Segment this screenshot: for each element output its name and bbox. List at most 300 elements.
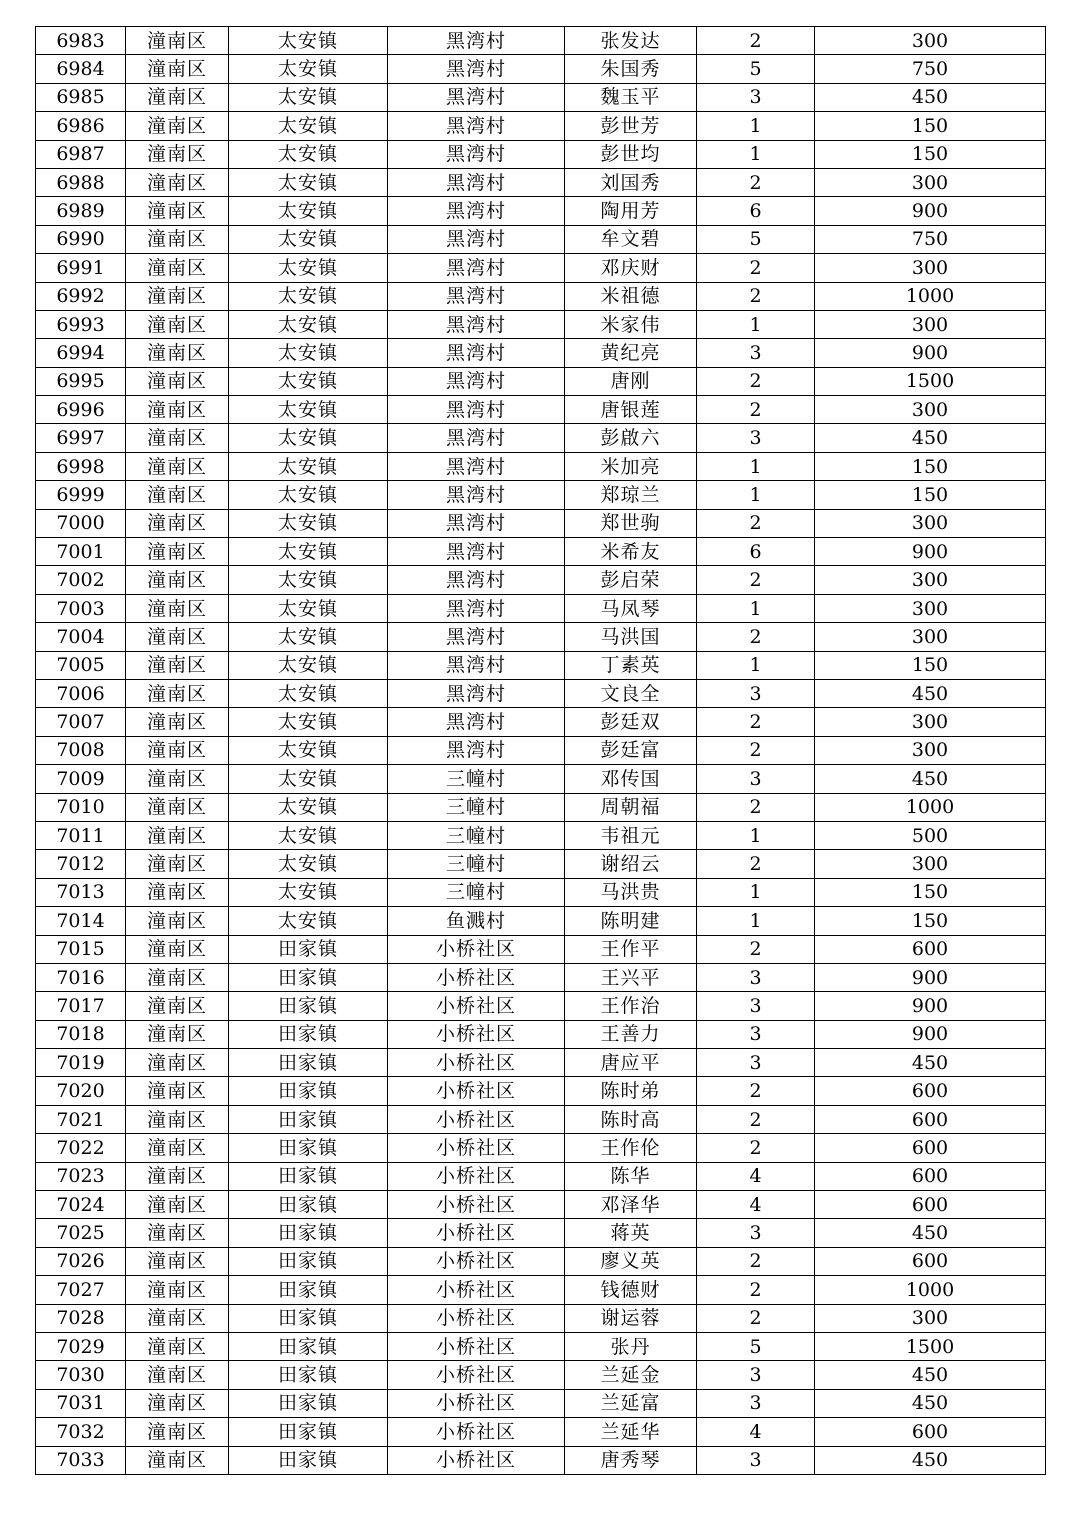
town-cell: 太安镇 [229, 765, 388, 793]
name-cell: 魏玉平 [565, 83, 697, 111]
name-cell: 米加亮 [565, 452, 697, 480]
table-row [36, 821, 1046, 849]
name-cell: 唐秀琴 [565, 1446, 697, 1474]
table-row [36, 1389, 1046, 1417]
table-row [36, 367, 1046, 395]
amount-cell: 900 [815, 538, 1046, 566]
name-cell: 马凤琴 [565, 594, 697, 622]
town-cell: 太安镇 [229, 907, 388, 935]
village-cell: 小桥社区 [388, 1361, 565, 1389]
name-cell: 张发达 [565, 27, 697, 55]
name-cell: 陈明建 [565, 907, 697, 935]
table-row [36, 310, 1046, 338]
row-number-cell: 6988 [36, 168, 126, 196]
row-number-cell: 7031 [36, 1389, 126, 1417]
district-cell: 潼南区 [126, 168, 229, 196]
amount-cell: 900 [815, 339, 1046, 367]
town-cell: 太安镇 [229, 594, 388, 622]
table-row [36, 1276, 1046, 1304]
row-number-cell: 7004 [36, 623, 126, 651]
household-count-cell: 2 [697, 935, 815, 963]
household-count-cell: 3 [697, 992, 815, 1020]
village-cell: 三幢村 [388, 850, 565, 878]
table-row [36, 452, 1046, 480]
table-row [36, 850, 1046, 878]
district-cell: 潼南区 [126, 282, 229, 310]
district-cell: 潼南区 [126, 1077, 229, 1105]
row-number-cell: 7030 [36, 1361, 126, 1389]
household-count-cell: 2 [697, 623, 815, 651]
row-number-cell: 7024 [36, 1191, 126, 1219]
name-cell: 邓泽华 [565, 1191, 697, 1219]
household-count-cell: 2 [697, 1134, 815, 1162]
row-number-cell: 7019 [36, 1049, 126, 1077]
village-cell: 黑湾村 [388, 679, 565, 707]
name-cell: 王作治 [565, 992, 697, 1020]
amount-cell: 900 [815, 992, 1046, 1020]
town-cell: 太安镇 [229, 538, 388, 566]
row-number-cell: 7012 [36, 850, 126, 878]
village-cell: 小桥社区 [388, 992, 565, 1020]
table-row [36, 1077, 1046, 1105]
row-number-cell: 7029 [36, 1332, 126, 1360]
row-number-cell: 7026 [36, 1247, 126, 1275]
row-number-cell: 6994 [36, 339, 126, 367]
row-number-cell: 7020 [36, 1077, 126, 1105]
name-cell: 陈华 [565, 1162, 697, 1190]
amount-cell: 600 [815, 1077, 1046, 1105]
household-count-cell: 1 [697, 112, 815, 140]
district-cell: 潼南区 [126, 1446, 229, 1474]
town-cell: 太安镇 [229, 396, 388, 424]
village-cell: 三幢村 [388, 878, 565, 906]
district-cell: 潼南区 [126, 793, 229, 821]
town-cell: 田家镇 [229, 1105, 388, 1133]
town-cell: 田家镇 [229, 1446, 388, 1474]
district-cell: 潼南区 [126, 651, 229, 679]
table-row [36, 992, 1046, 1020]
district-cell: 潼南区 [126, 1389, 229, 1417]
amount-cell: 450 [815, 1049, 1046, 1077]
amount-cell: 300 [815, 623, 1046, 651]
village-cell: 黑湾村 [388, 509, 565, 537]
amount-cell: 900 [815, 1020, 1046, 1048]
household-count-cell: 2 [697, 27, 815, 55]
row-number-cell: 7023 [36, 1162, 126, 1190]
village-cell: 三幢村 [388, 821, 565, 849]
name-cell: 文良全 [565, 679, 697, 707]
table-row [36, 1049, 1046, 1077]
table-row [36, 254, 1046, 282]
amount-cell: 150 [815, 878, 1046, 906]
table-row [36, 1134, 1046, 1162]
table-row [36, 1446, 1046, 1474]
village-cell: 小桥社区 [388, 1134, 565, 1162]
town-cell: 太安镇 [229, 708, 388, 736]
town-cell: 田家镇 [229, 992, 388, 1020]
household-count-cell: 1 [697, 907, 815, 935]
table-row [36, 935, 1046, 963]
household-count-cell: 2 [697, 1077, 815, 1105]
household-count-cell: 2 [697, 1105, 815, 1133]
district-cell: 潼南区 [126, 594, 229, 622]
household-count-cell: 2 [697, 367, 815, 395]
town-cell: 田家镇 [229, 1134, 388, 1162]
amount-cell: 150 [815, 112, 1046, 140]
row-number-cell: 7016 [36, 963, 126, 991]
name-cell: 唐刚 [565, 367, 697, 395]
town-cell: 太安镇 [229, 310, 388, 338]
household-count-cell: 2 [697, 708, 815, 736]
table-row [36, 1361, 1046, 1389]
table-body [36, 27, 1046, 1475]
row-number-cell: 7003 [36, 594, 126, 622]
table-row [36, 793, 1046, 821]
district-cell: 潼南区 [126, 452, 229, 480]
table-row [36, 538, 1046, 566]
row-number-cell: 7022 [36, 1134, 126, 1162]
table-row [36, 679, 1046, 707]
name-cell: 蒋英 [565, 1219, 697, 1247]
row-number-cell: 6987 [36, 140, 126, 168]
amount-cell: 450 [815, 1389, 1046, 1417]
row-number-cell: 7033 [36, 1446, 126, 1474]
household-count-cell: 5 [697, 225, 815, 253]
village-cell: 小桥社区 [388, 1389, 565, 1417]
amount-cell: 450 [815, 1219, 1046, 1247]
table-row [36, 1247, 1046, 1275]
name-cell: 邓庆财 [565, 254, 697, 282]
table-row [36, 1191, 1046, 1219]
table-row [36, 878, 1046, 906]
household-count-cell: 2 [697, 566, 815, 594]
amount-cell: 450 [815, 679, 1046, 707]
district-cell: 潼南区 [126, 850, 229, 878]
row-number-cell: 7005 [36, 651, 126, 679]
household-count-cell: 2 [697, 1304, 815, 1332]
village-cell: 小桥社区 [388, 1446, 565, 1474]
amount-cell: 750 [815, 225, 1046, 253]
row-number-cell: 7017 [36, 992, 126, 1020]
household-count-cell: 6 [697, 197, 815, 225]
name-cell: 马洪国 [565, 623, 697, 651]
village-cell: 黑湾村 [388, 452, 565, 480]
name-cell: 彭廷双 [565, 708, 697, 736]
household-count-cell: 3 [697, 1219, 815, 1247]
table-row [36, 83, 1046, 111]
table-row [36, 963, 1046, 991]
village-cell: 黑湾村 [388, 254, 565, 282]
name-cell: 唐银莲 [565, 396, 697, 424]
amount-cell: 300 [815, 310, 1046, 338]
household-count-cell: 3 [697, 1049, 815, 1077]
table-row [36, 1162, 1046, 1190]
row-number-cell: 7008 [36, 736, 126, 764]
district-cell: 潼南区 [126, 736, 229, 764]
amount-cell: 300 [815, 509, 1046, 537]
household-count-cell: 4 [697, 1162, 815, 1190]
district-cell: 潼南区 [126, 481, 229, 509]
village-cell: 黑湾村 [388, 651, 565, 679]
town-cell: 太安镇 [229, 651, 388, 679]
town-cell: 太安镇 [229, 623, 388, 651]
district-cell: 潼南区 [126, 878, 229, 906]
amount-cell: 1000 [815, 282, 1046, 310]
table-row [36, 1332, 1046, 1360]
district-cell: 潼南区 [126, 396, 229, 424]
household-count-cell: 2 [697, 509, 815, 537]
district-cell: 潼南区 [126, 140, 229, 168]
village-cell: 小桥社区 [388, 1049, 565, 1077]
household-count-cell: 5 [697, 1332, 815, 1360]
household-count-cell: 2 [697, 396, 815, 424]
row-number-cell: 7000 [36, 509, 126, 537]
town-cell: 太安镇 [229, 112, 388, 140]
row-number-cell: 7027 [36, 1276, 126, 1304]
district-cell: 潼南区 [126, 1162, 229, 1190]
town-cell: 太安镇 [229, 282, 388, 310]
table-row [36, 907, 1046, 935]
district-cell: 潼南区 [126, 424, 229, 452]
name-cell: 牟文碧 [565, 225, 697, 253]
town-cell: 田家镇 [229, 1361, 388, 1389]
village-cell: 小桥社区 [388, 1162, 565, 1190]
town-cell: 田家镇 [229, 1049, 388, 1077]
household-count-cell: 4 [697, 1191, 815, 1219]
amount-cell: 500 [815, 821, 1046, 849]
village-cell: 黑湾村 [388, 55, 565, 83]
table-row [36, 1304, 1046, 1332]
name-cell: 张丹 [565, 1332, 697, 1360]
village-cell: 黑湾村 [388, 396, 565, 424]
village-cell: 黑湾村 [388, 623, 565, 651]
district-cell: 潼南区 [126, 197, 229, 225]
household-count-cell: 2 [697, 1247, 815, 1275]
name-cell: 彭启荣 [565, 566, 697, 594]
district-cell: 潼南区 [126, 708, 229, 736]
row-number-cell: 6996 [36, 396, 126, 424]
town-cell: 田家镇 [229, 1162, 388, 1190]
name-cell: 谢运蓉 [565, 1304, 697, 1332]
district-cell: 潼南区 [126, 27, 229, 55]
amount-cell: 1500 [815, 367, 1046, 395]
row-number-cell: 6993 [36, 310, 126, 338]
table-row [36, 594, 1046, 622]
table-row [36, 55, 1046, 83]
table-row [36, 168, 1046, 196]
household-count-cell: 1 [697, 821, 815, 849]
name-cell: 米希友 [565, 538, 697, 566]
household-count-cell: 2 [697, 736, 815, 764]
amount-cell: 450 [815, 765, 1046, 793]
amount-cell: 150 [815, 140, 1046, 168]
amount-cell: 900 [815, 963, 1046, 991]
name-cell: 彭世均 [565, 140, 697, 168]
town-cell: 太安镇 [229, 27, 388, 55]
district-cell: 潼南区 [126, 907, 229, 935]
table-row [36, 112, 1046, 140]
town-cell: 太安镇 [229, 452, 388, 480]
town-cell: 太安镇 [229, 83, 388, 111]
name-cell: 兰延华 [565, 1418, 697, 1446]
household-count-cell: 2 [697, 254, 815, 282]
amount-cell: 600 [815, 1418, 1046, 1446]
row-number-cell: 7006 [36, 679, 126, 707]
amount-cell: 300 [815, 254, 1046, 282]
village-cell: 鱼溅村 [388, 907, 565, 935]
village-cell: 黑湾村 [388, 424, 565, 452]
amount-cell: 150 [815, 452, 1046, 480]
district-cell: 潼南区 [126, 1219, 229, 1247]
district-cell: 潼南区 [126, 1191, 229, 1219]
amount-cell: 1000 [815, 1276, 1046, 1304]
town-cell: 田家镇 [229, 1276, 388, 1304]
district-cell: 潼南区 [126, 225, 229, 253]
amount-cell: 600 [815, 1105, 1046, 1133]
table-row [36, 566, 1046, 594]
village-cell: 小桥社区 [388, 1219, 565, 1247]
village-cell: 黑湾村 [388, 83, 565, 111]
table-row [36, 1020, 1046, 1048]
amount-cell: 900 [815, 197, 1046, 225]
row-number-cell: 7002 [36, 566, 126, 594]
household-count-cell: 3 [697, 679, 815, 707]
name-cell: 朱国秀 [565, 55, 697, 83]
district-cell: 潼南区 [126, 538, 229, 566]
table-row [36, 481, 1046, 509]
amount-cell: 300 [815, 1304, 1046, 1332]
row-number-cell: 6986 [36, 112, 126, 140]
village-cell: 小桥社区 [388, 935, 565, 963]
table-row [36, 1105, 1046, 1133]
town-cell: 太安镇 [229, 225, 388, 253]
row-number-cell: 6997 [36, 424, 126, 452]
household-count-cell: 2 [697, 793, 815, 821]
village-cell: 黑湾村 [388, 225, 565, 253]
district-cell: 潼南区 [126, 1276, 229, 1304]
row-number-cell: 7014 [36, 907, 126, 935]
name-cell: 钱德财 [565, 1276, 697, 1304]
district-cell: 潼南区 [126, 935, 229, 963]
household-count-cell: 3 [697, 1389, 815, 1417]
amount-cell: 750 [815, 55, 1046, 83]
town-cell: 田家镇 [229, 1418, 388, 1446]
row-number-cell: 7001 [36, 538, 126, 566]
table-row [36, 339, 1046, 367]
household-count-cell: 1 [697, 140, 815, 168]
name-cell: 兰延富 [565, 1389, 697, 1417]
table-row [36, 736, 1046, 764]
district-cell: 潼南区 [126, 367, 229, 395]
name-cell: 王善力 [565, 1020, 697, 1048]
household-count-cell: 1 [697, 481, 815, 509]
village-cell: 黑湾村 [388, 736, 565, 764]
village-cell: 小桥社区 [388, 1077, 565, 1105]
town-cell: 太安镇 [229, 168, 388, 196]
row-number-cell: 6995 [36, 367, 126, 395]
household-count-cell: 3 [697, 963, 815, 991]
household-count-cell: 3 [697, 1020, 815, 1048]
amount-cell: 300 [815, 708, 1046, 736]
town-cell: 太安镇 [229, 509, 388, 537]
table-row [36, 765, 1046, 793]
village-cell: 黑湾村 [388, 367, 565, 395]
district-cell: 潼南区 [126, 1020, 229, 1048]
household-count-cell: 3 [697, 1361, 815, 1389]
amount-cell: 300 [815, 168, 1046, 196]
row-number-cell: 7018 [36, 1020, 126, 1048]
town-cell: 太安镇 [229, 367, 388, 395]
town-cell: 太安镇 [229, 736, 388, 764]
table-row [36, 140, 1046, 168]
name-cell: 韦祖元 [565, 821, 697, 849]
district-cell: 潼南区 [126, 821, 229, 849]
town-cell: 田家镇 [229, 1191, 388, 1219]
row-number-cell: 6989 [36, 197, 126, 225]
name-cell: 王作伦 [565, 1134, 697, 1162]
district-cell: 潼南区 [126, 1105, 229, 1133]
household-count-cell: 2 [697, 282, 815, 310]
name-cell: 陈时弟 [565, 1077, 697, 1105]
amount-cell: 1500 [815, 1332, 1046, 1360]
district-cell: 潼南区 [126, 83, 229, 111]
town-cell: 太安镇 [229, 481, 388, 509]
amount-cell: 150 [815, 651, 1046, 679]
amount-cell: 150 [815, 907, 1046, 935]
district-cell: 潼南区 [126, 1134, 229, 1162]
amount-cell: 600 [815, 1191, 1046, 1219]
village-cell: 黑湾村 [388, 538, 565, 566]
row-number-cell: 6999 [36, 481, 126, 509]
household-count-cell: 1 [697, 310, 815, 338]
row-number-cell: 6984 [36, 55, 126, 83]
row-number-cell: 7009 [36, 765, 126, 793]
amount-cell: 450 [815, 424, 1046, 452]
town-cell: 太安镇 [229, 254, 388, 282]
town-cell: 太安镇 [229, 850, 388, 878]
district-cell: 潼南区 [126, 1332, 229, 1360]
amount-cell: 300 [815, 736, 1046, 764]
row-number-cell: 7013 [36, 878, 126, 906]
household-count-cell: 3 [697, 83, 815, 111]
village-cell: 三幢村 [388, 793, 565, 821]
data-table [35, 26, 1046, 1475]
name-cell: 马洪贵 [565, 878, 697, 906]
amount-cell: 600 [815, 1134, 1046, 1162]
amount-cell: 450 [815, 83, 1046, 111]
name-cell: 米祖德 [565, 282, 697, 310]
row-number-cell: 7015 [36, 935, 126, 963]
amount-cell: 150 [815, 481, 1046, 509]
district-cell: 潼南区 [126, 679, 229, 707]
village-cell: 小桥社区 [388, 1020, 565, 1048]
name-cell: 陈时高 [565, 1105, 697, 1133]
district-cell: 潼南区 [126, 339, 229, 367]
row-number-cell: 7025 [36, 1219, 126, 1247]
town-cell: 田家镇 [229, 1389, 388, 1417]
name-cell: 刘国秀 [565, 168, 697, 196]
village-cell: 小桥社区 [388, 1191, 565, 1219]
village-cell: 小桥社区 [388, 1276, 565, 1304]
name-cell: 邓传国 [565, 765, 697, 793]
amount-cell: 450 [815, 1446, 1046, 1474]
town-cell: 太安镇 [229, 197, 388, 225]
town-cell: 田家镇 [229, 1304, 388, 1332]
name-cell: 唐应平 [565, 1049, 697, 1077]
row-number-cell: 7021 [36, 1105, 126, 1133]
amount-cell: 450 [815, 1361, 1046, 1389]
household-count-cell: 2 [697, 168, 815, 196]
